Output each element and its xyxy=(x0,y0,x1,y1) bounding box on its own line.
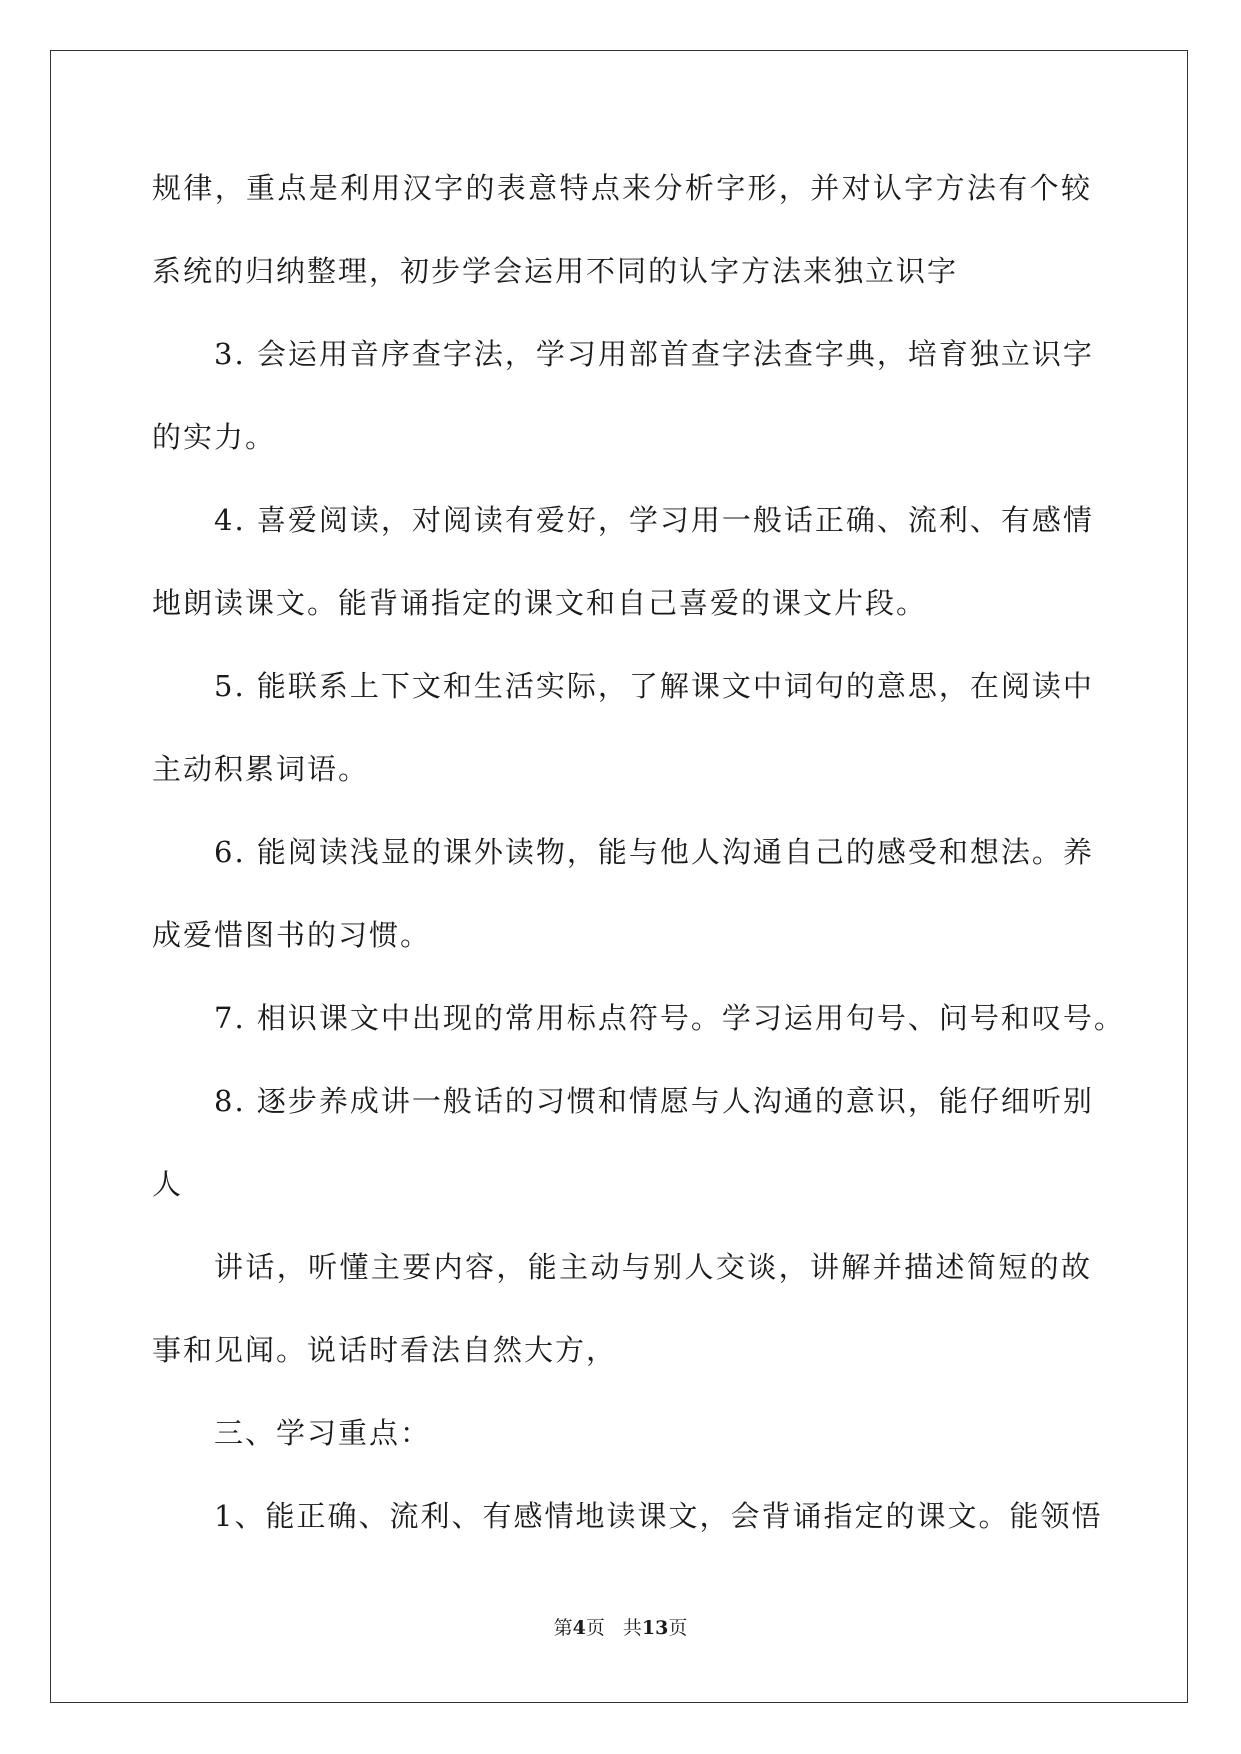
page-suffix: 页 xyxy=(585,1617,605,1639)
text-line: 地朗读课文。能背诵指定的课文和自己喜爱的课文片段。 xyxy=(152,586,928,620)
total-suffix: 页 xyxy=(668,1617,688,1639)
page-border xyxy=(50,50,1188,1703)
text-line: 5. 能联系上下文和生活实际，了解课文中词句的意思，在阅读中 xyxy=(214,669,1094,703)
text-line: 成爱惜图书的习惯。 xyxy=(152,918,432,952)
text-line: 4. 喜爱阅读，对阅读有爱好，学习用一般话正确、流利、有感情 xyxy=(214,503,1094,537)
text-line: 讲话，听懂主要内容，能主动与别人交谈，讲解并描述简短的故 xyxy=(214,1250,1092,1284)
text-line: 主动积累词语。 xyxy=(152,752,370,786)
page-total: 13 xyxy=(641,1617,669,1639)
text-line: 8. 逐步养成讲一般话的习惯和情愿与人沟通的意识，能仔细听别 xyxy=(214,1084,1094,1118)
text-line: 6. 能阅读浅显的课外读物，能与他人沟通自己的感受和想法。养 xyxy=(214,835,1094,869)
text-line: 1、能正确、流利、有感情地读课文，会背诵指定的课文。能领悟 xyxy=(214,1499,1103,1533)
page-current: 4 xyxy=(572,1617,586,1639)
page-prefix: 第 xyxy=(553,1617,573,1639)
text-line: 人 xyxy=(152,1167,184,1201)
section-heading: 三、学习重点： xyxy=(214,1416,432,1450)
total-prefix: 共 xyxy=(622,1617,642,1639)
text-line: 事和见闻。说话时看法自然大方， xyxy=(152,1333,618,1367)
text-line: 3. 会运用音序查字法，学习用部首查字法查字典，培育独立识字 xyxy=(214,337,1094,371)
page-footer xyxy=(0,1616,1241,1640)
text-line: 的实力。 xyxy=(152,420,277,454)
text-line: 7. 相识课文中出现的常用标点符号。学习运用句号、问号和叹号。 xyxy=(214,1001,1125,1035)
text-line: 系统的归纳整理，初步学会运用不同的认字方法来独立识字 xyxy=(152,254,959,288)
text-line: 规律，重点是利用汉字的表意特点来分析字形，并对认字方法有个较 xyxy=(152,171,1092,205)
